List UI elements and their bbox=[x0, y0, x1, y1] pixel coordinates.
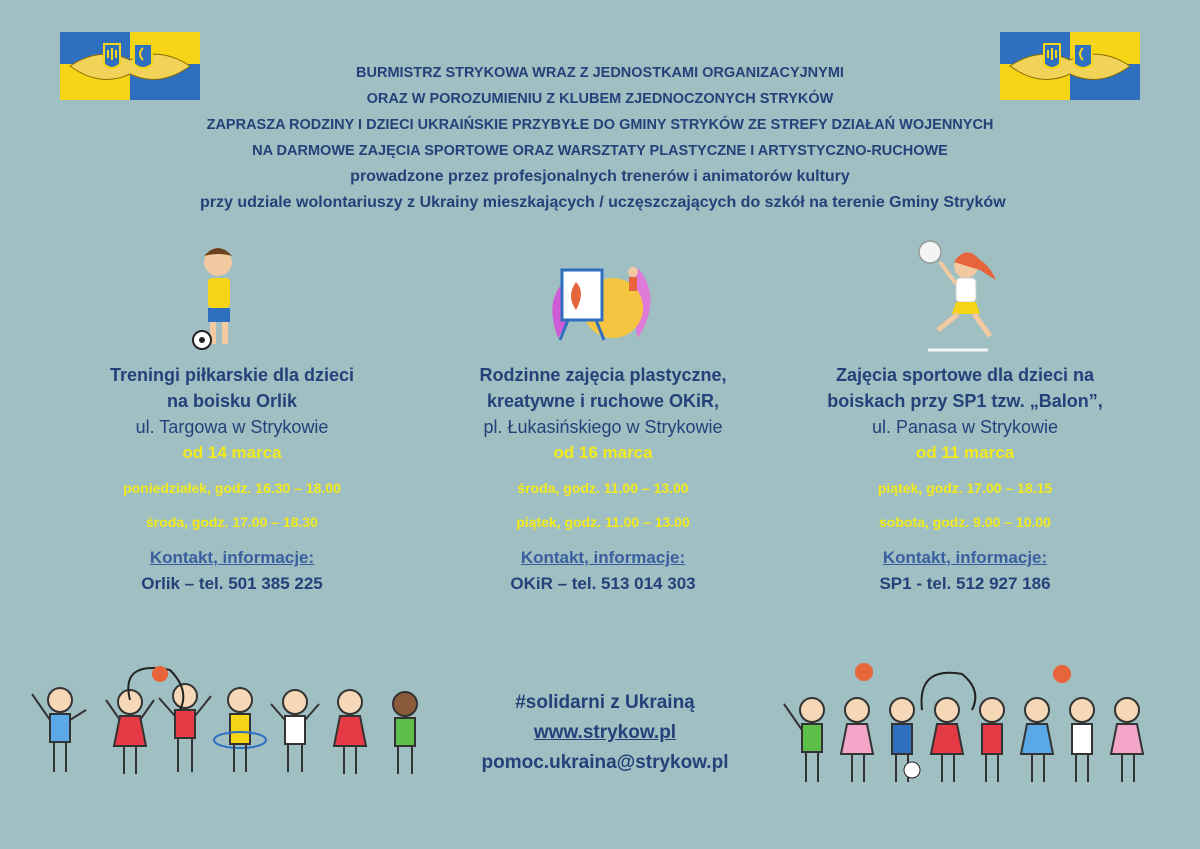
volleyball-girl-icon bbox=[908, 238, 1018, 356]
emblem-left-icon bbox=[60, 26, 200, 102]
football-boy-icon bbox=[188, 242, 248, 352]
dancing-kids-left-icon bbox=[20, 660, 430, 790]
column-football bbox=[82, 362, 382, 596]
column-sport bbox=[805, 362, 1125, 596]
column-time: środa, godz. 11.00 – 13.00 bbox=[517, 480, 689, 496]
email-contact[interactable]: pomoc.ukraina@strykow.pl bbox=[481, 752, 729, 773]
header-line-5: prowadzone przez profesjonalnych trenerów i animatorów kultury bbox=[350, 168, 850, 185]
column-time: piątek, godz. 11.00 – 13.00 bbox=[516, 514, 690, 530]
column-title: Zajęcia sportowe dla dzieci na bbox=[835, 365, 1095, 385]
column-title: na boisku Orlik bbox=[166, 391, 298, 411]
column-address: ul. Panasa w Strykowie bbox=[871, 417, 1059, 437]
header-line-2: ORAZ W POROZUMIENIU Z KLUBEM ZJEDNOCZONYCH STRYKÓW bbox=[366, 91, 834, 107]
column-date: od 11 marca bbox=[915, 443, 1015, 462]
column-title: kreatywne i ruchowe OKiR, bbox=[486, 391, 720, 411]
contact-phone: Orlik – tel. 501 385 225 bbox=[141, 574, 323, 593]
column-art bbox=[443, 362, 763, 596]
emblem-right-icon bbox=[1000, 26, 1140, 102]
column-address: ul. Targowa w Strykowie bbox=[135, 417, 329, 437]
column-title: boiskach przy SP1 tzw. „Balon”, bbox=[827, 391, 1103, 411]
column-date: od 14 marca bbox=[182, 443, 282, 462]
column-date: od 16 marca bbox=[553, 443, 653, 462]
column-time: poniedziałek, godz. 16.30 – 18.00 bbox=[123, 480, 341, 496]
column-address: pl. Łukasińskiego w Strykowie bbox=[483, 417, 723, 437]
contact-heading: Kontakt, informacje: bbox=[882, 548, 1048, 567]
header-line-4: NA DARMOWE ZAJĘCIA SPORTOWE ORAZ WARSZTATY PLASTYCZNE I ARTYSTYCZNO-RUCHOWE bbox=[252, 143, 948, 159]
header-line-1: BURMISTRZ STRYKOWA WRAZ Z JEDNOSTKAMI ORGANIZACYJNYMI bbox=[356, 65, 844, 81]
header bbox=[200, 60, 1006, 216]
art-easel-icon bbox=[538, 258, 668, 344]
website-link[interactable]: www.strykow.pl bbox=[533, 722, 677, 743]
footer bbox=[440, 688, 770, 778]
column-title: Treningi piłkarskie dla dzieci bbox=[109, 365, 355, 385]
contact-phone: SP1 - tel. 512 927 186 bbox=[879, 574, 1051, 593]
contact-heading: Kontakt, informacje: bbox=[520, 548, 686, 567]
column-time: piątek, godz. 17.00 – 18.15 bbox=[877, 480, 1053, 496]
column-time: środa, godz. 17.00 – 18.30 bbox=[146, 514, 318, 530]
contact-heading: Kontakt, informacje: bbox=[149, 548, 315, 567]
hashtag: #solidarni z Ukrainą bbox=[515, 692, 695, 713]
dancing-kids-right-icon bbox=[772, 660, 1182, 800]
column-title: Rodzinne zajęcia plastyczne, bbox=[479, 365, 727, 385]
contact-phone: OKiR – tel. 513 014 303 bbox=[510, 574, 696, 593]
header-line-3: ZAPRASZA RODZINY I DZIECI UKRAIŃSKIE PRZYBYŁE DO GMINY STRYKÓW ZE STREFY DZIAŁAŃ WOJENNYCH bbox=[206, 117, 994, 133]
header-line-6: przy udziale wolontariuszy z Ukrainy mieszkających / uczęszczających do szkół na terenie Gminy Stryków bbox=[200, 194, 1006, 211]
column-time: sobota, godz. 9.00 – 10.00 bbox=[879, 514, 1051, 530]
